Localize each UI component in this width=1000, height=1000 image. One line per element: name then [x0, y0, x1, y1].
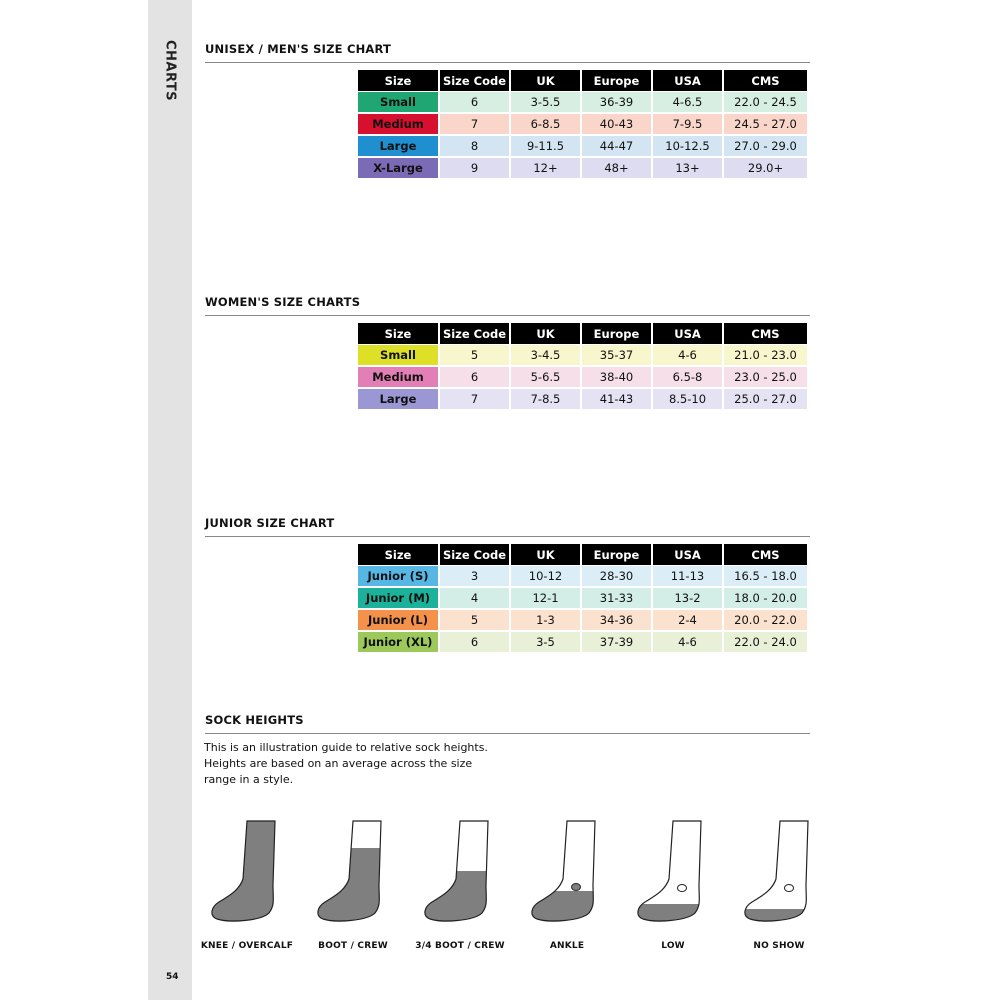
table-cell: 31-33	[582, 587, 651, 609]
table-row	[358, 366, 807, 388]
table-cell: 6	[440, 631, 509, 653]
table-cell: 4-6	[653, 344, 722, 366]
table-row	[358, 631, 807, 653]
sidebar-title-text: CHARTS	[162, 40, 178, 102]
table-cell: 10-12.5	[653, 135, 722, 157]
table-cell: 40-43	[582, 113, 651, 135]
table-cell: 16.5 - 18.0	[724, 565, 807, 587]
table-row	[358, 344, 807, 366]
women-size-table	[356, 323, 809, 410]
column-header: Size	[358, 70, 438, 91]
table-cell: 1-3	[511, 609, 580, 631]
column-header: Size Code	[440, 544, 509, 565]
description-line: Heights are based on an average across the size	[204, 757, 473, 770]
column-header: Europe	[582, 544, 651, 565]
column-header: CMS	[724, 544, 807, 565]
unisex-title: UNISEX / MEN'S SIZE CHART	[205, 42, 810, 63]
sock-heights-section	[205, 713, 810, 734]
column-header: UK	[511, 544, 580, 565]
sock-label: ANKLE	[549, 941, 585, 951]
column-header: UK	[511, 70, 580, 91]
sock-icon	[420, 815, 500, 925]
table-cell: 7-9.5	[653, 113, 722, 135]
size-label-cell: Junior (XL)	[358, 631, 438, 653]
table-cell: 3-5.5	[511, 91, 580, 113]
table-cell: 9-11.5	[511, 135, 580, 157]
table-cell: 7	[440, 388, 509, 410]
size-label-cell: Large	[358, 135, 438, 157]
table-cell: 9	[440, 157, 509, 179]
table-cell: 24.5 - 27.0	[724, 113, 807, 135]
table-row	[358, 565, 807, 587]
table-cell: 8	[440, 135, 509, 157]
size-label-cell: Medium	[358, 113, 438, 135]
sock-label: LOW	[661, 941, 685, 951]
table-cell: 41-43	[582, 388, 651, 410]
table-cell: 22.0 - 24.0	[724, 631, 807, 653]
table-cell: 29.0+	[724, 157, 807, 179]
table-cell: 6	[440, 366, 509, 388]
table-cell: 12+	[511, 157, 580, 179]
table-cell: 28-30	[582, 565, 651, 587]
table-cell: 44-47	[582, 135, 651, 157]
table-cell: 3-4.5	[511, 344, 580, 366]
table-cell: 13+	[653, 157, 722, 179]
unisex-section	[205, 42, 810, 63]
sock-icon	[740, 815, 820, 925]
table-cell: 37-39	[582, 631, 651, 653]
column-header: UK	[511, 323, 580, 344]
size-label-cell: Small	[358, 91, 438, 113]
size-label-cell: Junior (S)	[358, 565, 438, 587]
table-cell: 23.0 - 25.0	[724, 366, 807, 388]
table-row	[358, 91, 807, 113]
table-cell: 7-8.5	[511, 388, 580, 410]
table-cell: 11-13	[653, 565, 722, 587]
sock-icon	[207, 815, 287, 925]
table-cell: 4	[440, 587, 509, 609]
size-label-cell: Large	[358, 388, 438, 410]
table-header-row	[358, 323, 807, 344]
table-cell: 6-8.5	[511, 113, 580, 135]
column-header: Size Code	[440, 70, 509, 91]
sock-label: KNEE / OVERCALF	[200, 941, 294, 951]
sock-icon	[313, 815, 393, 925]
table-cell: 4-6	[653, 631, 722, 653]
column-header: Size	[358, 323, 438, 344]
description-line: range in a style.	[204, 773, 294, 786]
sock-label: 3/4 BOOT / CREW	[415, 941, 505, 951]
sidebar-strip	[148, 0, 192, 1000]
table-cell: 2-4	[653, 609, 722, 631]
column-header: CMS	[724, 70, 807, 91]
column-header: CMS	[724, 323, 807, 344]
sock-icon	[527, 815, 607, 925]
table-row	[358, 113, 807, 135]
table-cell: 6	[440, 91, 509, 113]
size-label-cell: Small	[358, 344, 438, 366]
column-header: Europe	[582, 323, 651, 344]
size-label-cell: Medium	[358, 366, 438, 388]
table-cell: 36-39	[582, 91, 651, 113]
table-cell: 5	[440, 609, 509, 631]
sock-fill	[313, 848, 393, 925]
page-number: 54	[166, 972, 179, 982]
table-cell: 4-6.5	[653, 91, 722, 113]
table-header-row	[358, 544, 807, 565]
table-cell: 6.5-8	[653, 366, 722, 388]
table-cell: 13-2	[653, 587, 722, 609]
column-header: USA	[653, 323, 722, 344]
unisex-size-table	[356, 70, 809, 179]
table-cell: 25.0 - 27.0	[724, 388, 807, 410]
size-label-cell: X-Large	[358, 157, 438, 179]
column-header: Size Code	[440, 323, 509, 344]
table-cell: 8.5-10	[653, 388, 722, 410]
table-cell: 12-1	[511, 587, 580, 609]
table-cell: 3	[440, 565, 509, 587]
sock-label: BOOT / CREW	[318, 941, 388, 951]
table-row	[358, 587, 807, 609]
table-cell: 34-36	[582, 609, 651, 631]
column-header: Size	[358, 544, 438, 565]
size-label-cell: Junior (L)	[358, 609, 438, 631]
sock-label: NO SHOW	[753, 941, 805, 951]
sock-fill	[633, 904, 713, 925]
table-cell: 22.0 - 24.5	[724, 91, 807, 113]
column-header: Europe	[582, 70, 651, 91]
women-section	[205, 295, 810, 316]
ankle-bone-marker	[785, 885, 794, 892]
sock-heights-title: SOCK HEIGHTS	[205, 713, 810, 734]
sock-fill	[420, 871, 500, 925]
table-cell: 7	[440, 113, 509, 135]
table-cell: 18.0 - 20.0	[724, 587, 807, 609]
junior-title: JUNIOR SIZE CHART	[205, 516, 810, 537]
table-row	[358, 609, 807, 631]
table-cell: 10-12	[511, 565, 580, 587]
description-line: This is an illustration guide to relative sock heights.	[204, 741, 488, 754]
table-row	[358, 157, 807, 179]
table-header-row	[358, 70, 807, 91]
column-header: USA	[653, 70, 722, 91]
table-cell: 48+	[582, 157, 651, 179]
size-label-cell: Junior (M)	[358, 587, 438, 609]
sidebar-title	[148, 40, 192, 110]
table-cell: 3-5	[511, 631, 580, 653]
sock-heights-description	[204, 740, 494, 788]
junior-size-table	[356, 544, 809, 653]
table-cell: 35-37	[582, 344, 651, 366]
ankle-bone-marker	[678, 885, 687, 892]
table-cell: 38-40	[582, 366, 651, 388]
table-cell: 5	[440, 344, 509, 366]
sock-fill	[740, 909, 820, 925]
column-header: USA	[653, 544, 722, 565]
table-row	[358, 135, 807, 157]
table-row	[358, 388, 807, 410]
table-cell: 5-6.5	[511, 366, 580, 388]
table-cell: 27.0 - 29.0	[724, 135, 807, 157]
table-cell: 20.0 - 22.0	[724, 609, 807, 631]
junior-section	[205, 516, 810, 537]
table-cell: 21.0 - 23.0	[724, 344, 807, 366]
ankle-bone-marker	[572, 884, 581, 891]
sock-icon	[633, 815, 713, 925]
sock-outline	[745, 821, 808, 921]
women-title: WOMEN'S SIZE CHARTS	[205, 295, 810, 316]
